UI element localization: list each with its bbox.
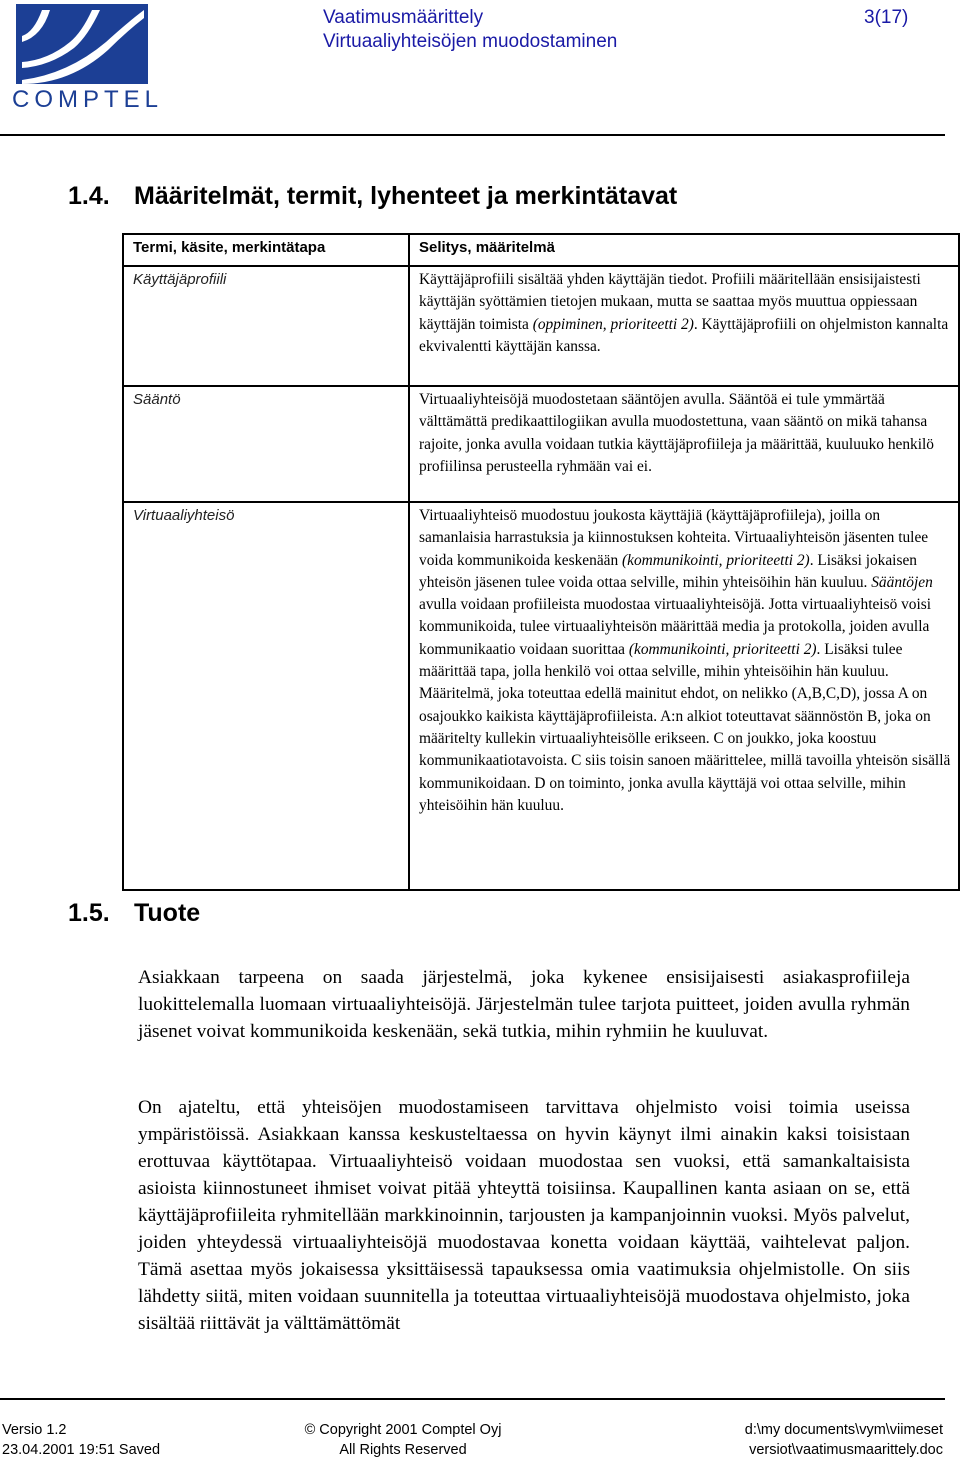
footer-copyright — [288, 1420, 518, 1440]
definition-italic: (kommunikointi, prioriteetti 2) — [628, 640, 817, 658]
footer-path-line2: versiot\vaatimusmaarittely.doc — [749, 1442, 943, 1458]
footer-version: Versio 1.2 — [2, 1422, 67, 1438]
section-number: 1.4. — [68, 182, 110, 210]
table-row — [123, 386, 959, 502]
definition-italic: Sääntöjen — [871, 573, 933, 591]
table-header-row — [123, 234, 959, 266]
section-title: Tuote — [134, 899, 201, 927]
body-paragraph: On ajateltu, että yhteisöjen muodostamiseen tarvittava ohjelmisto voisi toimia useissa ympäristöissä. Asiakkaan kanssa keskusteltaessa on hyvin käynyt ilmi ainakin kaksi toisistaan erottuvaa käyttötapaa. Virtuaaliyhteisö voidaan muodostaa sen vuoksi, että samankaltaisista asioista kiinnostuneet ihmiset voivat pitää yhteyttä toisiinsa. Kaupallinen kanta asiaan on se, että käyttäjäprofiileita ryhmitellään markkinoinnin, tarjousten ja kampanjoinnin vuoksi. Myös palvelut, joiden yhteydessä virtuaaliyhteisöjä muodostavaa konetta voidaan käyttää, vaihtelevat paljon. Tämä asettaa myös jokaisessa yksittäisessä tapauksessa omia vaatimuksia ohjelmistolle. On siis lähdetty siitä, miten voidaan suunnitella ja toteuttaa virtuaaliyhteisöjä muodostava ohjelmisto, joka sisältää riittävät ja välttämättömät — [138, 1097, 910, 1334]
footer-copyright-block — [288, 1420, 518, 1460]
footer-version-block — [2, 1420, 160, 1460]
section-number: 1.5. — [68, 899, 110, 927]
section-heading-1-5 — [68, 899, 200, 928]
table-header-term: Termi, käsite, merkintätapa — [123, 234, 409, 266]
definitions-table — [122, 233, 960, 891]
table-row — [123, 266, 959, 386]
comptel-logo — [8, 2, 158, 112]
table-header-definition: Selitys, määritelmä — [409, 234, 959, 266]
definition-text: . Käyttäjäprofiili on ohjelmiston kannalta ekvivalentti käyttäjän kanssa. — [419, 315, 949, 355]
footer-path-line1: d:\my documents\vym\viimeset — [744, 1422, 943, 1438]
term-cell: Käyttäjäprofiili — [123, 266, 409, 386]
definition-text: Virtuaaliyhteisö muodostuu joukosta käyttäjiä (käyttäjäprofiileja), joilla on samanlaisia harrastuksia ja kiinnostuksen kohteita. Virtuaaliyhteisön jäsenten tulee voida kommunikoida keskenään — [419, 507, 929, 569]
copyright-icon: © — [304, 1422, 320, 1438]
footer-divider — [0, 1398, 945, 1400]
term-cell: Sääntö — [123, 386, 409, 502]
section-title: Määritelmät, termit, lyhenteet ja merkintätavat — [134, 182, 678, 210]
definition-cell: Virtuaaliyhteisöjä muodostetaan sääntöjen avulla. Sääntöä ei tule ymmärtää välttämättä predikaattilogiikan avulla muodostettuna, vaan sääntö on mikä tahansa rajoite, jonka avulla voidaan tutkia käyttäjäprofiileja ja määrittää, kuuluuko henkilö profiilinsa perusteella ryhmään vai ei. — [409, 386, 959, 502]
footer-saved: 23.04.2001 19:51 Saved — [2, 1442, 161, 1458]
footer-copyright-text: Copyright 2001 Comptel Oyj — [319, 1422, 502, 1438]
definition-text: . Lisäksi tulee määrittää tapa, jolla henkilö voi ottaa selville, mihin yhteisöihin hän kuuluu. Määritelmä, joka toteuttaa edellä mainitut ehdot, on nelikko (A,B,C,D), jossa A on osajoukko kaikista käyttäjäprofiileista. A:n alkiot toteuttavat säännöstön B, joka on määritelty kullekin virtuaaliyhteisölle erikseen. C on joukko, joka koostuu kommunikaatiotavoista. C siis toisin sanoen määrittelee, millä tavoilla yhteisön sisällä kommunikoidaan. D on toiminto, jonka avulla käyttäjä voi ottaa selville, mihin yhteisöihin hän kuuluu. — [419, 640, 951, 814]
footer-rights: All Rights Reserved — [339, 1442, 467, 1458]
definition-cell — [409, 502, 959, 890]
footer-path-block — [700, 1420, 943, 1460]
svg-text:COMPTEL: COMPTEL — [12, 86, 158, 112]
definition-italic: (kommunikointi, prioriteetti 2) — [622, 551, 810, 569]
doc-title-line1: Vaatimusmäärittely — [323, 7, 484, 28]
header-divider — [0, 134, 945, 136]
definition-text: . Lisäksi jokaisen yhteisön jäsenen tulee voida ottaa selville, mihin yhteisöihin hän kuuluu. — [419, 551, 917, 591]
definition-text: avulla voidaan profiileista muodostaa virtuaaliyhteisöjä. Jotta virtuaaliyhteisö voisi kommunikoida, tulee virtuaaliyhteisön määrittää media ja protokolla, joiden avulla kommunikaatio voidaan suorittaa — [419, 596, 932, 658]
term-cell: Virtuaaliyhteisö — [123, 502, 409, 890]
table-row — [123, 502, 959, 890]
definition-italic: (oppiminen, prioriteetti 2) — [532, 315, 694, 333]
doc-title-line2: Virtuaaliyhteisöjen muodostaminen — [323, 31, 618, 52]
section-heading-1-4 — [68, 182, 677, 211]
document-title — [323, 6, 617, 54]
body-paragraph: Asiakkaan tarpeena on saada järjestelmä, joka kykenee ensisijaisesti asiakasprofiileja luokittelemalla luomaan virtuaaliyhteisöjä. Järjestelmän tulee tarjota puitteet, joiden avulla ryhmän jäsenet voivat kommunikoida keskenään, sekä tutkia, mihin ryhmiin he kuuluvat. — [138, 967, 910, 1042]
page-number: 3(17) — [864, 7, 909, 28]
definition-cell — [409, 266, 959, 386]
definition-text: Käyttäjäprofiili sisältää yhden käyttäjän tiedot. Profiili määritellään ensisijaistesti käyttäjän syöttämien tietojen mukaan, mutta se saattaa myös muuttua oppiessaan käyttäjän toimista — [419, 271, 921, 333]
